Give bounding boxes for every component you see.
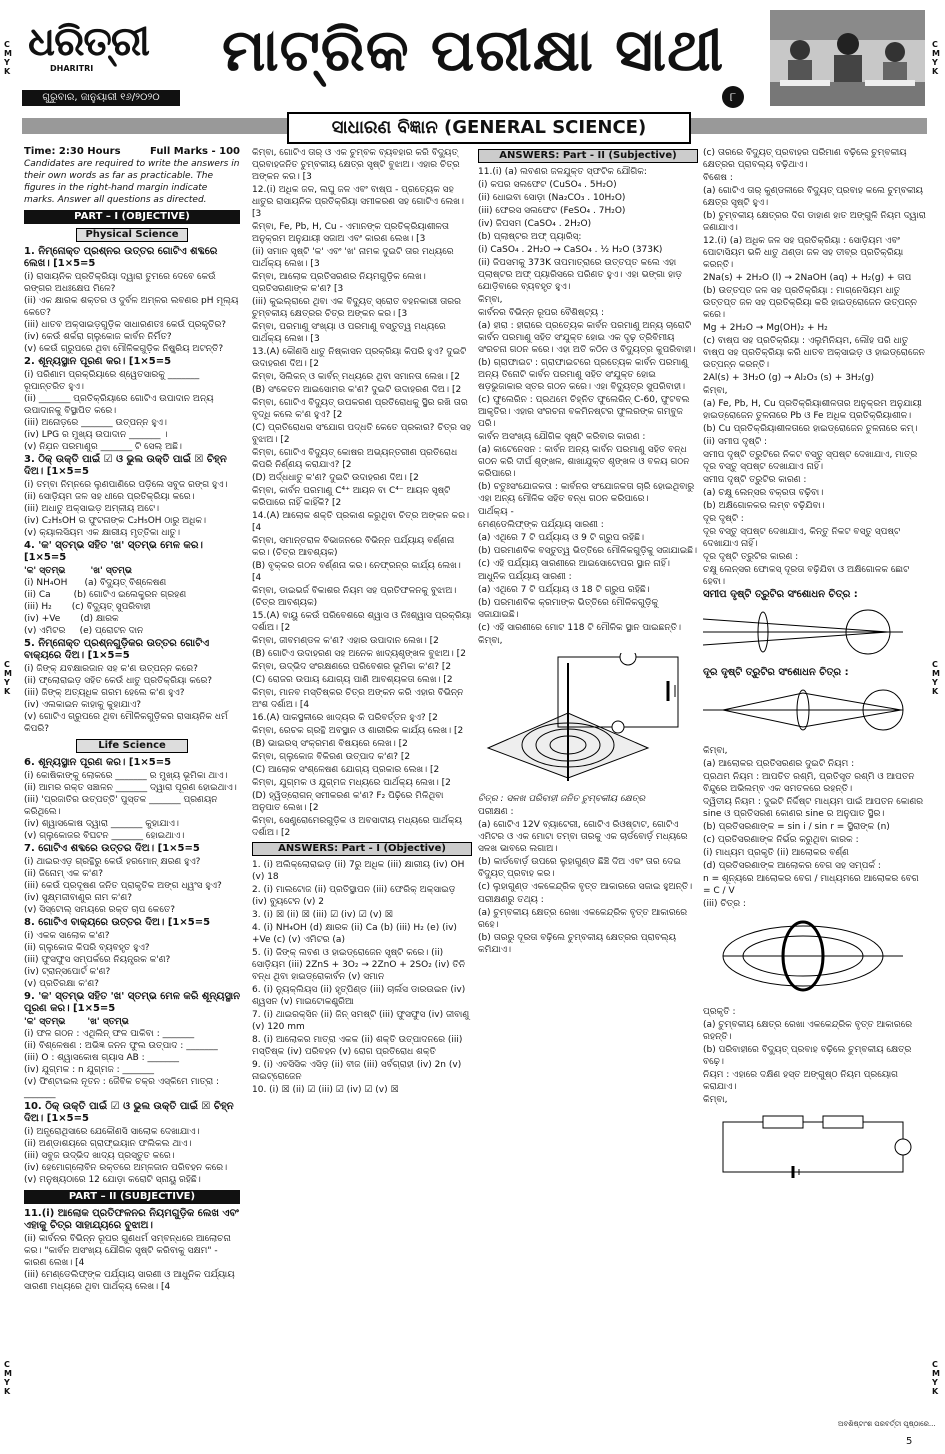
- question: କିମ୍ବା, ଗୋଟିଏ ବିଦ୍ୟୁତ୍ କୋଷର ଅଭ୍ୟନ୍ତରୀଣ ପ୍ରତିରୋଧ କିପରି ନିର୍ଣ୍ଣୟ କରାଯାଏ? [2: [252, 448, 458, 470]
- answer: ଦ୍ୱିତୀୟ ନିୟମ : ଦୁଇଟି ନିର୍ଦ୍ଦିଷ୍ଟ ମାଧ୍ୟମ ପାଇଁ ଆପତନ କୋଣର sine ଓ ପ୍ରତିସରଣ କୋଣର sine ର ଅନୁପାତ ସ୍ଥିର।: [703, 797, 924, 819]
- answer: 9. (i) ଏବସିସିକ ଏସିଡ଼ (ii) ବୀଜ (iii) ସର୍ବଗ୍ରାହୀ (iv) 2n (v) ନାଇଟ୍ରୋଜେନ: [252, 1060, 462, 1082]
- question: (B) ଭାଇରସ୍ ସଂକ୍ରମଣ ବିଷୟରେ ଲେଖ। [2: [252, 739, 408, 749]
- exam-meta: [24, 146, 240, 158]
- q8-item: (ii) ଗ୍ଲୁକୋଜ କିପରି ବ୍ୟବହୃତ ହୁଏ?: [24, 943, 150, 953]
- answer: n = ଶୂନ୍ୟରେ ଆଲୋକର ବେଗ / ମାଧ୍ୟମରେ ଆଲୋକର ବେଗ = C / V: [703, 874, 919, 896]
- question: କିମ୍ବା, ଡାଇଭର୍ଜ ବିକାଶର ନିୟମ ସହ ପ୍ରତିଫଳନକୁ ବୁଝାଅ। (ଚିତ୍ର ଆବଶ୍ୟକ): [252, 586, 457, 608]
- answer: ନିୟମ : ଏହାରେ ଦକ୍ଷିଣ ହସ୍ତ ଅଙ୍ଗୁଷ୍ଠ ନିୟମ ପ୍ରୟୋଗ କରାଯାଏ।: [703, 1070, 899, 1092]
- part1-heading: PART – I (OBJECTIVE): [24, 210, 240, 224]
- answer: (b) ପରିବାହୀରେ ବିଦ୍ୟୁତ୍ ପ୍ରବାହ ବଢ଼ିଲେ ଚୁମ୍ବକୀୟ କ୍ଷେତ୍ର ବଢ଼େ।: [703, 1045, 912, 1067]
- question: 14.(A) ଆଲୋକ ଶକ୍ତି ପ୍ରକାଶ କରୁଥିବା ଚିତ୍ର ଅଙ୍କନ କର। [4: [252, 511, 470, 533]
- match-row: (iii) O : ଶ୍ୱାସକୋଷ ଗ୍ୟାସ AB : _______: [24, 1053, 180, 1063]
- answer: (a) ଗୋଟିଏ 12V ବ୍ୟାଟେରୀ, ଗୋଟିଏ ରିଓଷ୍ଟାଟ, ଗୋଟିଏ ଏମିଟର ଓ ଏକ ମୋଟା ତମ୍ବା ତାରକୁ ଏକ ଚାର୍ଡବୋର୍ଡ଼ ମଧ୍ୟରେ ସଳଖ ଭାବରେ ଲଗାଅ।: [478, 820, 688, 854]
- question: କିମ୍ବା, Fe, Pb, H, Cu - ଏମାନଙ୍କ ପ୍ରତିକ୍ରିୟାଶୀଳତା ଅନୁକ୍ରମ ଅନୁଯାୟୀ ସଜାଅ ଏବଂ କାରଣ ଲେଖ। [3: [252, 222, 450, 244]
- answer: 10. (i) ☒ (ii) ☑ (iii) ☑ (iv) ☑ (v) ☒: [252, 1085, 399, 1095]
- question: 1. ନିମ୍ନୋକ୍ତ ପ୍ରଶ୍ନର ଉତ୍ତର ଗୋଟିଏ ଶବ୍ଦରେ ଲେଖ। [1×5=5: [24, 246, 218, 269]
- q6-item: (i) କୋଷିକାଙ୍କୁ ଲୋକରେ _______ ର ମୁଖ୍ୟ ଭୂମିକା ଥାଏ।: [24, 771, 228, 781]
- figure-caption: ଦୂର ଦୃଷ୍ଟି ତ୍ରୁଟିର ସଂଶୋଧନ ଚିତ୍ର :: [703, 667, 849, 678]
- question: କିମ୍ବା, ଗୋଟିଏ ବିଦ୍ୟୁତ୍ ଉପକରଣ ପ୍ରତିରୋଧକୁ ସ୍ଥିର ରଖି ତାର ବୃଦ୍ଧି କଲେ କ'ଣ ହୁଏ? [2: [252, 398, 468, 420]
- section-band: [22, 112, 927, 140]
- q3-item: (iv) C₂H₅OH ର ଫୁଟନାଙ୍କ C₂H₅OH ଠାରୁ ଅଧିକ।: [24, 516, 207, 526]
- answer: (c) ଏହି ସାରଣୀରେ ମୋଟ 118 ଟି ମୌଳିକ ସ୍ଥାନ ପାଇଛନ୍ତି।: [478, 623, 682, 633]
- question: କିମ୍ବା, ପରମାଣୁ ସଂଖ୍ୟା ଓ ପରମାଣୁ ବସ୍ତୁତ୍ୱ ମଧ୍ୟରେ ପାର୍ଥକ୍ୟ ଲେଖ। [3: [252, 322, 446, 344]
- answer: (a) ଗୋଟିଏ ତାର୍ କୁଣ୍ଡଳୀରେ ବିଦ୍ୟୁତ୍ ପ୍ରବାହ କଲେ ଚୁମ୍ବକୀୟ କ୍ଷେତ୍ର ସୃଷ୍ଟି ହୁଏ।: [703, 186, 923, 208]
- q2-item: (iv) LPG ର ମୁଖ୍ୟ ଉପାଦାନ _______ ।: [24, 430, 168, 440]
- q10-item: (iii) ସବୁଜ ଉଦ୍ଭିଦ ଖାଦ୍ୟ ପ୍ରସ୍ତୁତ କରେ।: [24, 1151, 175, 1161]
- question: କିମ୍ବା, ସିଲିକନ୍ ଓ କାର୍ବନ୍ ମଧ୍ୟରେ ଥିବା ସମାନତା ଲେଖ। [2: [252, 372, 460, 382]
- cmyk-mark: C M Y K: [4, 40, 12, 76]
- answer: 1. (i) ଅଲିକ୍ଲୋରାଇଡ଼ (ii) 7ରୁ ଅଧିକ (iii) କ୍ଷାରୀୟ (iv) OH (v) 18: [252, 860, 465, 882]
- q5-item: (iv) ଏଲକାଇନ କାହାକୁ କୁହାଯାଏ?: [24, 700, 142, 710]
- answer: ପରୀକ୍ଷଣ :: [478, 807, 514, 817]
- answer: (b) ପରମାଣବିକ କ୍ରମାଙ୍କ ଭିତ୍ତିରେ ମୌଳିକଗୁଡ଼ିକୁ ସଜାଯାଇଛି।: [478, 598, 659, 620]
- answer: (i) ମାଧ୍ୟମ ପ୍ରକୃତି (ii) ଆଲୋକର ବର୍ଣ୍ଣ: [703, 848, 849, 858]
- match-row: (i) ଫଳ ଗଠନ : ଏଥିଲିନ୍ ଫଳ ପାକିବା : _______: [24, 1029, 195, 1039]
- q3-item: (i) ତମ୍ବା ନିମ୍ନରେ ଲୁଣପାଣିରେ ପଡ଼ିଲେ ସବୁଜ ରଙ୍ଗ ହୁଏ।: [24, 480, 228, 490]
- q1-item: (iv) କେଉଁ ଶର୍କରା ଗ୍ଲୁକୋଜ କାର୍ବନ ନିର୍ମିତ?: [24, 332, 172, 342]
- match-row: (ii) ବିଶ୍ଳେଷଣ : ଅଭିଜ୍ଞ ଜନନ ଫୁଲ ଉତ୍ପାଦ : _______: [24, 1041, 218, 1051]
- answer: (a) ଚୁମ୍ବକୀୟ କ୍ଷେତ୍ର ରେଖା ଏକକେନ୍ଦ୍ରିକ ବୃତ୍ତ ଆକାରରେ ରହେ।: [478, 908, 688, 930]
- answer: 5. (i) ଜିଙ୍କ୍ ଲବଣ ଓ ହାଇଡ୍ରୋଜେନ ସୃଷ୍ଟି କରେ। (ii) ସୋଡ଼ିୟମ (iii) 2ZnS + 3O₂ → 2ZnO + 2SO₂ (iv) ତିନି ବନ୍ଧ ଥିବା ହାଇଡ୍ରୋକାର୍ବନ (v) ସମାନ: [252, 948, 466, 982]
- answer: ଦୂର ଦୃଷ୍ଟି :: [703, 514, 744, 524]
- q2-item: (i) ପରିଣାମ ପ୍ରକ୍ରିୟାରେ ଶ୍ୱେତସାରକୁ _______ ରୂପାନ୍ତରିତ ହୁଏ।: [24, 370, 200, 392]
- cmyk-mark: C M Y K: [932, 40, 940, 76]
- q6-item: (ii) ଆମର ରକ୍ତ ସଞ୍ଚାଳନ _______ ଦ୍ୱାରା ପୂରଣ ହୋଇଥାଏ।: [24, 783, 237, 793]
- answer: ସମୀପ ଦୃଷ୍ଟି ତ୍ରୁଟିରେ ନିକଟ ବସ୍ତୁ ସ୍ପଷ୍ଟ ଦେଖାଯାଏ, ମାତ୍ର ଦୂର ବସ୍ତୁ ସ୍ପଷ୍ଟ ଦେଖାଯାଏ ନାହିଁ।: [703, 450, 918, 472]
- question: କିମ୍ବା, ଜୀବମଣ୍ଡଳ କ'ଣ? ଏହାର ଉପାଦାନ ଲେଖ। [2: [252, 636, 439, 646]
- answer: (c) ଲୁହାଗୁଣ୍ଡ ଏକକେନ୍ଦ୍ରିକ ବୃତ୍ତ ଆକାରରେ ସଜାଇ ହୁଅନ୍ତି।: [478, 882, 693, 892]
- answer: (b) ତାରରୁ ଦୂରତା ବଢ଼ିଲେ ଚୁମ୍ବକୀୟ କ୍ଷେତ୍ରର ପ୍ରାବଲ୍ୟ କମିଯାଏ।: [478, 933, 677, 955]
- question: (C) ରୋଜର ଉପାୟ ଯୋଗ୍ୟ ପାଣି ଆବଶ୍ୟକତା ଲେଖ। [2: [252, 675, 453, 685]
- question: 10. ଠିକ୍ ଉକ୍ତି ପାଇଁ ☑ ଓ ଭୁଲ ଉକ୍ତି ପାଇଁ ☒ ଚିହ୍ନ ଦିଅ। [1×5=5: [24, 1101, 234, 1124]
- masthead: [22, 10, 927, 108]
- exam-marks: Full Marks - 100: [149, 146, 240, 157]
- match-row: (i) NH₄OH (a) ବିଦ୍ୟୁତ୍ ବିଶ୍ଳେଷଣ: [24, 578, 167, 588]
- answer: (ii) ଜିପସମକୁ 373K ତାପମାତ୍ରାରେ ଉତ୍ତପ୍ତ କଲେ ଏହା ପ୍ଲାଷ୍ଟର ଅଫ୍ ପ୍ୟାରିସରେ ପରିଣତ ହୁଏ। ଏହା ଭଙ୍ଗା ହାଡ଼ ଯୋଡ଼ିବାରେ ବ୍ୟବହୃତ ହୁଏ।: [478, 258, 682, 292]
- column-answers-part2: [478, 146, 698, 957]
- q10-item: (ii) ଅଣ୍ଡାଶୟରେ ଗ୍ରାଫ୍ଇୟାନ ଫଲିକଲ ଥାଏ।: [24, 1139, 192, 1149]
- q2-item: (ii) _______ ପ୍ରତିକ୍ରିୟାରେ ଗୋଟିଏ ଉପାଦାନ ଅନ୍ୟ ଉପାଦାନକୁ ବିସ୍ଥାପିତ କରେ।: [24, 394, 214, 416]
- q7-item: (v) ସିସ୍ଟୋଲ୍ ସମୟରେ ରକ୍ତ ଚାପ କେତେ?: [24, 905, 176, 915]
- section-title: ସାଧାରଣ ବିଜ୍ଞାନ (GENERAL SCIENCE): [287, 112, 691, 144]
- match-header: 'କ' ସ୍ତମ୍ଭ 'ଖ' ସ୍ତମ୍ଭ: [24, 1017, 129, 1027]
- question: କିମ୍ବା, ରେଚକ ଗ୍ରନ୍ଥି ଅବସ୍ଥାନ ଓ ଶାରୀରିକ କାର୍ଯ୍ୟ ଲେଖ। [2: [252, 726, 464, 736]
- q5-item: (iii) ଜିଙ୍କ୍ ଅତ୍ୟଧିକ ଗରମ ହେଲେ କ'ଣ ହୁଏ?: [24, 688, 185, 698]
- answer: 11.(i) (a) ଲବଣର ଜଳଯୁକ୍ତ ସ୍ଫଟିକ ଯୌଗିକ:: [478, 167, 647, 177]
- answer: ପରୀକ୍ଷଣରୁ ତଥ୍ୟ :: [478, 895, 544, 905]
- question: (C) ପ୍ରତିରୋଧର ସଂଯୋଗ ପଦ୍ଧତି କେତେ ପ୍ରକାର? ଚିତ୍ର ସହ ବୁଝାଅ। [2: [252, 423, 471, 445]
- answer: (b) ଗ୍ରାଫାଇଟ : ଗ୍ରାଫାଇଟରେ ପ୍ରତ୍ୟେକ କାର୍ବନ ପରମାଣୁ ଅନ୍ୟ ତିନୋଟି କାର୍ବନ ପରମାଣୁ ସହିତ ସଂଯୁକ୍ତ ହୋଇ ଷଡ଼ଭୁଜାକାର ସ୍ତର ଗଠନ କରେ। ଏହା ବିଦ୍ୟୁତ୍ର ସୁପରିବାହୀ।: [478, 358, 688, 392]
- question: କିମ୍ବା, ସମାନ୍ତରାଳ ବିଭାଜନରେ ବିଭିନ୍ନ ପର୍ଯ୍ୟାୟ ବର୍ଣ୍ଣନା କର। (ଚିତ୍ର ଆବଶ୍ୟକ): [252, 536, 455, 558]
- q6-item: (v) ଗ୍ଲୁକୋଜର ବିଘଟନ _______ ହୋଇଥାଏ।: [24, 831, 185, 841]
- answers-part2-heading: ANSWERS: Part - II (Subjective): [478, 149, 698, 163]
- answer: ଦୂର ବସ୍ତୁ ସ୍ପଷ୍ଟ ଦେଖାଯାଏ, କିନ୍ତୁ ନିକଟ ବସ୍ତୁ ସ୍ପଷ୍ଟ ଦେଖାଯାଏ ନାହିଁ।: [703, 527, 901, 549]
- q8-item: (iv) ଟ୍ରାନ୍ସପୋର୍ଟ କ'ଣ?: [24, 967, 111, 977]
- answer: Mg + 2H₂O → Mg(OH)₂ + H₂: [703, 323, 828, 333]
- figure-caption: ସମୀପ ଦୃଷ୍ଟି ତ୍ରୁଟିର ସଂଶୋଧନ ଚିତ୍ର :: [703, 589, 858, 600]
- question: (B) ବୃକ୍କର ଗଠନ ବର୍ଣ୍ଣନା କର। ନେଫ୍ରନ୍ର କାର୍ଯ୍ୟ ଲେଖ। [4: [252, 561, 461, 583]
- match-row: (ii) Ca (b) ଗୋଟିଏ ଇଲେକ୍ଟ୍ରନ ଗ୍ରହଣ: [24, 590, 187, 600]
- q10-item: (iv) ହେମୋଗ୍ଲୋବିନ ରକ୍ତରେ ଅମ୍ଳଜାନ ପରିବହନ କରେ।: [24, 1163, 228, 1173]
- answer: (iv) ଜିପସମ (CaSO₄ . 2H₂O): [478, 219, 592, 229]
- answer: (d) ପ୍ରତିସରଣାଙ୍କ ଆଲୋକର ବେଗ ସହ ସମ୍ପର୍କ :: [703, 861, 881, 871]
- logo-word: ଧରିତ୍ରୀ: [28, 18, 149, 65]
- solenoid-field-diagram: [703, 916, 927, 1000]
- question: 15.(A) ବାୟୁ କେଉଁ ପରିବେଶରେ ଶ୍ୱାସ ଓ ନିଃଶ୍ୱାସ ପ୍ରକ୍ରିୟା ଦର୍ଶାଅ। [2: [252, 611, 472, 633]
- answer: କିମ୍ବା,: [703, 746, 728, 756]
- answer: ମେଣ୍ଡେଲିଫ୍ଙ୍କ ପର୍ଯ୍ୟାୟ ସାରଣୀ :: [478, 520, 604, 530]
- question: (D) ଅର୍ଦ୍ଧଧାତୁ କ'ଣ? ଦୁଇଟି ଉଦାହରଣ ଦିଅ। [2: [252, 473, 419, 483]
- q1-item: (v) କେଉଁ ଗ୍ରୁପରେ ଥିବା ମୌଳିକଗୁଡ଼ିକ ନିଷ୍କ୍ରିୟ ଅଟନ୍ତି?: [24, 344, 224, 354]
- match-row: (iii) H₂ (c) ବିଦ୍ୟୁତ୍ ସୁପରିବାହୀ: [24, 602, 151, 612]
- answer: 4. (i) NH₄OH (d) କ୍ଷାରକ (ii) Ca (b) (iii) H₂ (e) (iv) +Ve (c) (v) ଏମିଟର (a): [252, 923, 457, 945]
- q7-item: (i) ଥାଇରଏଡ଼ ଗ୍ରନ୍ଥିରୁ କେଉଁ ହରମୋନ୍ କ୍ଷରଣ ହୁଏ?: [24, 857, 201, 867]
- answer: 12.(i) (a) ଅଧିକ ଜଳ ସହ ପ୍ରତିକ୍ରିୟା : ସୋଡ଼ିୟମ ଏବଂ ପୋଟାସିୟମ ଭଳି ଧାତୁ ଥଣ୍ଡା ଜଳ ସହ ତୀବ୍ର ପ୍ରତିକ୍ରିୟା କରନ୍ତି।: [703, 236, 904, 270]
- question: 4. 'କ' ସ୍ତମ୍ଭ ସହିତ 'ଖ' ସ୍ତମ୍ଭ ମେଳ କର। [1×5=5: [24, 540, 203, 563]
- question: କିମ୍ବା, ଗ୍ଲୁକୋଜ ବିକିରଣ ଉତ୍ପାଦ କ'ଣ? [2: [252, 752, 411, 762]
- question: (iii) କୁଇଲ୍ରାରେ ଥିବା ଏକ ବିଦ୍ୟୁତ୍ ସ୍ରୋତ ବହନକାରୀ ତାରର ଚୁମ୍ବକୀୟ କ୍ଷେତ୍ରର ଚିତ୍ର ଅଙ୍କନ କର। [3: [252, 297, 461, 319]
- answer: ପାର୍ଥକ୍ୟ -: [478, 507, 514, 517]
- figure-caption: ଚିତ୍ର : ସଳଖ ପରିବାହୀ ଜନିତ ଚୁମ୍ବକୀୟ କ୍ଷେତ୍ର: [478, 794, 646, 804]
- match-header: 'କ' ସ୍ତମ୍ଭ 'ଖ' ସ୍ତମ୍ଭ: [24, 566, 132, 576]
- answer: (c) ଏହି ପର୍ଯ୍ୟାୟ ସାରଣୀରେ ଆଇସୋଟୋପର ସ୍ଥାନ ନାହିଁ।: [478, 559, 670, 569]
- answer: (ii) ଧୋଇବା ସୋଡ଼ା (Na₂CO₃ . 10H₂O): [478, 193, 626, 203]
- answer: 2. (i) ମାଲଟୋଜ (ii) ପ୍ରତିସ୍ଥାପନ (iii) ଫେରିକ୍ ଅକ୍ସାଇଡ଼ (iv) ବ୍ୟୁଟେନ (v) 2: [252, 885, 456, 907]
- continued-note: ଅବଶିଷ୍ଟାଂଶ ପରବର୍ତ୍ତୀ ପୃଷ୍ଠାରେ...: [838, 1420, 936, 1428]
- answer: (b) କାର୍ଡବୋର୍ଡ଼ ଉପରେ ଲୁହାଗୁଣ୍ଡ ଛିଞ୍ଚି ଦିଅ ଏବଂ ତାର ଦେଇ ବିଦ୍ୟୁତ୍ ପ୍ରବାହ କର।: [478, 857, 681, 879]
- hypermetropia-correction-diagram: [703, 685, 927, 739]
- answer: (c) ତାରରେ ବିଦ୍ୟୁତ୍ ପ୍ରବାହର ପରିମାଣ ବଢ଼ିଲେ ଚୁମ୍ବକୀୟ କ୍ଷେତ୍ରର ପ୍ରାବଲ୍ୟ ବଢ଼ିଥାଏ।: [703, 148, 907, 170]
- q2-item: (v) ନିଯ଼ନ ପରମାଣୁର _______ ଟି ସେଲ୍ ଅଛି।: [24, 442, 182, 452]
- q10-item: (i) ଅନ୍ଧ୍ରୋଥିସାରେ ଯେକୌଣସି ସାଲୋକ ଦେଖାଯାଏ।: [24, 1127, 200, 1137]
- answer: କିମ୍ବା,: [478, 636, 503, 646]
- answers-part1-heading: ANSWERS: Part - I (Objective): [252, 842, 472, 856]
- question: କିମ୍ବା, ସେଣ୍ଟ୍ରୋମେରଗୁଡ଼ିକ ଓ ଅବସାଦୀୟ ମଧ୍ୟରେ ପାର୍ଥକ୍ୟ ଦର୍ଶାଅ। [2: [252, 816, 462, 838]
- answer: (i) CaSO₄ . 2H₂O → CaSO₄ . ½ H₂O (373K): [478, 245, 663, 255]
- question: 8. ଗୋଟିଏ ବାକ୍ୟରେ ଉତ୍ତର ଦିଅ। [1×5=5: [24, 917, 211, 928]
- q10-item: (v) ମନୁଷ୍ୟଠାରେ 12 ଯୋଡ଼ା କରୋଟି ସ୍ନାୟୁ ରହିଛି।: [24, 1175, 201, 1185]
- column-questions-part2: [252, 146, 472, 1097]
- q7-item: (iii) କେଉଁ ପ୍ରଦୂଷଣ ଜନିତ ପ୍ରାକୃତିକ ଅଙ୍ଗ ଧ୍ୱଂସ ହୁଏ?: [24, 881, 222, 891]
- answer: (b) ପ୍ଲାଷ୍ଟର ଅଫ୍ ପ୍ୟାରିସ୍:: [478, 232, 582, 242]
- question: (C) ଆଲୋକ ସଂଶ୍ଳେଷଣ ଯୋଗ୍ୟ ପ୍ରକାର ଲେଖ। [2: [252, 765, 440, 775]
- q3-item: (ii) ସୋଡ଼ିୟମ ଜଳ ସହ ଧୀରେ ପ୍ରତିକ୍ରିୟା କରେ।: [24, 492, 195, 502]
- question: 13.(A) କୌଣସି ଧାତୁ ନିଷ୍କାସନ ପ୍ରକ୍ରିୟା କିପରି ହୁଏ? ଦୁଇଟି ଉଦାହରଣ ଦିଅ। [2: [252, 347, 467, 369]
- question: 6. ଶୂନ୍ୟସ୍ଥାନ ପୂରଣ କର। [1×5=5: [24, 757, 172, 768]
- q8-item: (i) ଏକକ ସାଲୋକ କ'ଣ?: [24, 931, 110, 941]
- answer: (a) ଚୁମ୍ବକୀୟ କ୍ଷେତ୍ର ରେଖା ଏକକେନ୍ଦ୍ରିକ ବୃତ୍ତ ଆକାରରେ ରହନ୍ତି।: [703, 1020, 913, 1042]
- answer: (c) ଫୁଲେରିନ : ପ୍ରଥମେ ଚିହ୍ନିତ ଫୁଲେରିନ୍ C-60, ଫୁଟବଲ ଆକୃତିର। ଏହାର ସଂରଚନା ବକମିନଷ୍ଟର ଫୁଲରଙ୍କ ଗମ୍ବୁଜ ପରି।: [478, 395, 690, 429]
- q5-item: (i) ଜିଙ୍କ୍ ଯବକ୍ଷାରଜାନ ସହ କ'ଣ ଉତ୍ପନ୍ନ କରେ?: [24, 664, 198, 674]
- exam-hall-photo: [770, 10, 925, 106]
- question: 5. ନିମ୍ନୋକ୍ତ ପ୍ରଶ୍ନଗୁଡ଼ିକର ଉତ୍ତର ଗୋଟିଏ ବାକ୍ୟରେ ଦିଅ। [1×5=5: [24, 638, 210, 661]
- q1-item: (ii) ଏକ କ୍ଷାରକ ଶକ୍ତର ଓ ଦୁର୍ବଳ ଅମ୍ଳର ଲବଣର pH ମୂଲ୍ୟ କେତେ?: [24, 296, 239, 318]
- q7-item: (iv) ସୁକ୍ଷ୍ମଜୀବାଣୁର ନାମ କ'ଣ?: [24, 893, 132, 903]
- answer: 3. (i) ☒ (ii) ☒ (iii) ☑ (iv) ☑ (v) ☒: [252, 910, 393, 920]
- answer: (b) ଚୁମ୍ବକୀୟ କ୍ଷେତ୍ରର ଦିଗ ଡାହାଣ ହାତ ଅଙ୍ଗୁଳି ନିୟମ ଦ୍ୱାରା ଜଣାଯାଏ।: [703, 211, 926, 233]
- cmyk-mark: C M Y K: [4, 660, 12, 696]
- cmyk-mark: C M Y K: [4, 1360, 12, 1396]
- answer: (a) Fe, Pb, H, Cu ପ୍ରତିକ୍ରିୟାଶୀଳତାର ଅନୁକ୍ରମ ଅନୁଯାୟୀ ହାଇଡ୍ରୋଜେନ ତୁଳନାରେ Pb ଓ Fe ଅଧିକ ପ୍ରତିକ୍ରିୟାଶୀଳ।: [703, 399, 922, 421]
- answer: (i) କପର ସଲଫେଟ (CuSO₄ . 5H₂O): [478, 180, 617, 190]
- page-title: ମାଟ୍ରିକ ପରୀକ୍ଷା ସାଥୀ: [222, 16, 725, 84]
- answer: (b) ଅକ୍ଷିଗୋଳକର ଲମ୍ବ ବଢ଼ିଯିବା।: [703, 501, 825, 511]
- date-bar: ଗୁରୁବାର, ଜାନୁୟାରୀ ୧୬/୨୦୨୦: [22, 90, 180, 106]
- answer: (a) ଚକ୍ଷୁ ଲେନ୍ସର ବକ୍ରତା ବଢ଼ିବା।: [703, 488, 824, 498]
- question: 9. 'କ' ସ୍ତମ୍ଭ ସହିତ 'ଖ' ସ୍ତମ୍ଭ ମେଳ କରି ଶୂନ୍ୟସ୍ଥାନ ପୂରଣ କର। [1×5=5: [24, 991, 241, 1014]
- answer: ଚକ୍ଷୁ ଲେନ୍ସର ଫୋକସ୍ ଦୂରତା ବଢ଼ିଯିବା ଓ ଅକ୍ଷିଗୋଳକ ଛୋଟ ହେବା।: [703, 565, 910, 587]
- logo-sub: DHARITRI: [50, 64, 94, 73]
- match-row: (iv) +Ve (d) କ୍ଷାରକ: [24, 614, 119, 624]
- answer: (a) କାଟେନେସନ : କାର୍ବନ ଅନ୍ୟ କାର୍ବନ ପରମାଣୁ ସହିତ ବନ୍ଧ ଗଠନ କରି ଦୀର୍ଘ ଶୃଙ୍ଖଳ, ଶାଖାଯୁକ୍ତ ଶୃଙ୍ଖଳ ଓ ବଳୟ ଗଠନ କରିପାରେ।: [478, 445, 690, 479]
- answer: (a) ଆଲୋକର ପ୍ରତିସରଣର ଦୁଇଟି ନିୟମ :: [703, 759, 855, 769]
- answer: ଆଧୁନିକ ପର୍ଯ୍ୟାୟ ସାରଣୀ :: [478, 572, 572, 582]
- life-science-heading: Life Science: [76, 739, 188, 753]
- exam-time: Time: 2:30 Hours: [24, 146, 121, 157]
- match-row: (iv) ଯୁଗ୍ମକ : n ଯୁଗ୍ମଜ : _______: [24, 1065, 154, 1075]
- question: (D) ହ୍ୱିଡ୍ରୋଗନ୍ ସମୀକରଣ କ'ଣ? F₂ ପିଢ଼ିରେ ମିଳିଥିବା ଅନୁପାତ ଲେଖ। [2: [252, 791, 444, 813]
- question: 2. ଶୂନ୍ୟସ୍ଥାନ ପୂରଣ କର। [1×5=5: [24, 356, 172, 367]
- newspaper-logo: [22, 14, 180, 104]
- match-row: (v) ଏମିଟର (e) ପ୍ରୋଟନ ଦାନ: [24, 626, 144, 636]
- q3-item: (iii) ଅଧାତୁ ଅକ୍ସାଇଡ଼ ଅମ୍ଳୀୟ ଅଟେ।: [24, 504, 160, 514]
- match-row: (v) ଫିଣ୍ଟାଇଲ ନୂତନ : ଜୈବିକ ଚକ୍ର ଏସ୍କିମେ ମାତ୍ରା : _______: [24, 1077, 220, 1099]
- physical-science-heading: Physical Science: [76, 228, 188, 242]
- answer: 7. (i) ଥାଇରକ୍ସିନ (ii) ଜିନ୍ ସମଷ୍ଟି (iii) ଫୁସଫୁସ (iv) ଜୀବାଣୁ (v) 120 mm: [252, 1010, 470, 1032]
- answer: କାର୍ବନର ବିଭିନ୍ନ ରୂପର ବୈଶିଷ୍ଟ୍ୟ :: [478, 308, 604, 318]
- answer: କିମ୍ବା,: [703, 1095, 728, 1105]
- column-answers-continued: [703, 146, 927, 1192]
- answer: (a) ହୀରା : ହୀରାରେ ପ୍ରତ୍ୟେକ କାର୍ବନ ପରମାଣୁ ଅନ୍ୟ ଚାରୋଟି କାର୍ବନ ପରମାଣୁ ସହିତ ସଂଯୁକ୍ତ ହୋଇ ଏକ ଦୃଢ଼ ତ୍ରିବିମୀୟ ସଂରଚନା ଗଠନ କରେ। ଏହା ଅତି କଠିନ ଓ ବିଦ୍ୟୁତ୍ର କୁପରିବାହୀ।: [478, 321, 696, 355]
- question: କିମ୍ବା, କାର୍ବନ ପରମାଣୁ C⁴⁺ ଆୟନ ବା C⁴⁻ ଆୟନ ସୃଷ୍ଟି କରିପାରେ ନାହିଁ କାହିଁକି? [2: [252, 486, 451, 508]
- myopia-correction-diagram: [703, 607, 927, 661]
- answer: ବିଶେଷ :: [703, 173, 733, 183]
- answer: (a) ଏଥିରେ 7 ଟି ପର୍ଯ୍ୟାୟ ଓ 9 ଟି ଗ୍ରୁପ ରହିଛି।: [478, 533, 645, 543]
- question: 16.(A) ପାକସ୍ଥଳୀରେ ଖାଦ୍ୟର କି ପରିବର୍ତ୍ତନ ହୁଏ? [2: [252, 713, 438, 723]
- question: 11.(i) ଆଲୋକ ପ୍ରତିଫଳନର ନିୟମଗୁଡ଼ିକ ଲେଖ ଏବଂ ଏହାକୁ ଚିତ୍ର ସାହାଯ୍ୟରେ ବୁଝାଅ।: [24, 1208, 239, 1231]
- answer: (ii) ସମୀପ ଦୃଷ୍ଟି :: [703, 437, 768, 447]
- question: କିମ୍ବା, ଆଲୋକ ପ୍ରତିସରଣର ନିୟମଗୁଡ଼ିକ ଲେଖ। ପ୍ରତିସରଣାଙ୍କ କ'ଣ? [3: [252, 272, 426, 294]
- cmyk-mark: C M Y K: [932, 660, 940, 696]
- answer: (iii) ଚିତ୍ର :: [703, 899, 746, 909]
- q5-item: (v) ଗୋଟିଏ ଗ୍ରୁପରେ ଥିବା ମୌଳିକଗୁଡ଼ିକର ରାସାୟନିକ ଧର୍ମ କିପରି?: [24, 712, 228, 734]
- cmyk-mark: C M Y K: [932, 1360, 940, 1396]
- answer: (b) ଉତ୍ତପ୍ତ ଜଳ ସହ ପ୍ରତିକ୍ରିୟା : ମାଗ୍ନେସିୟମ ଧାତୁ ଉତ୍ତପ୍ତ ଜଳ ସହ ପ୍ରତିକ୍ରିୟା କରି ହାଇଡ୍ରୋଜେନ ଉତ୍ପନ୍ନ କରେ।: [703, 286, 917, 320]
- page-number: 5: [906, 1436, 913, 1447]
- answer: କାର୍ବନ ଅସଂଖ୍ୟ ଯୌଗିକ ସୃଷ୍ଟି କରିବାର କାରଣ :: [478, 432, 646, 442]
- answer: 2Al(s) + 3H₂O (g) → Al₂O₃ (s) + 3H₂(g): [703, 373, 875, 383]
- instructions: Candidates are required to write the answers in their own words as far as practicable. The figures in the right-hand margin indicate marks. Answer all questions as directed.: [24, 159, 240, 205]
- column-questions-part1: [24, 146, 240, 1293]
- answer: ସମୀପ ଦୃଷ୍ଟି ତ୍ରୁଟିର କାରଣ :: [703, 475, 807, 485]
- q6-item: (iv) ଶ୍ୱାସକୋଷ ଦ୍ୱାରା _______ କୁହାଯାଏ।: [24, 819, 179, 829]
- question: (ii) କାର୍ବନର ବିଭିନ୍ନ ରୂପର ଗୁଣଧର୍ମ ସମ୍ବନ୍ଧରେ ଆଲୋଚନା କର। "କାର୍ବନ ଅସଂଖ୍ୟ ଯୌଗିକ ସୃଷ୍ଟି କରିବାକୁ ସକ୍ଷମ" - କାରଣ ଲେଖ। [4: [24, 1234, 231, 1268]
- answer: କିମ୍ବା,: [703, 386, 728, 396]
- question: କିମ୍ବା, ଗୋଟିଏ ତାର୍ ଓ ଏକ ଚୁମ୍ବକ ବ୍ୟବହାର କରି ବିଦ୍ୟୁତ୍ ପ୍ରବାହଜନିତ ଚୁମ୍ବକୀୟ କ୍ଷେତ୍ର ସୃଷ୍ଟି ବୁଝାଅ। ଏହାର ଚିତ୍ର ଅଙ୍କନ କର। [3: [252, 148, 460, 182]
- question: 7. ଗୋଟିଏ ଶବ୍ଦରେ ଉତ୍ତର ଦିଅ। [1×5=5: [24, 843, 200, 854]
- answer: ଦୂର ଦୃଷ୍ଟି ତ୍ରୁଟିର କାରଣ :: [703, 552, 799, 562]
- q8-item: (v) ପ୍ରତିରକ୍ଷା କ'ଣ?: [24, 979, 99, 989]
- q5-item: (ii) ଫ୍ଲୋରାଇଡ଼ ସହିତ କେଉଁ ଧାତୁ ପ୍ରତିକ୍ରିୟା କରେ?: [24, 676, 213, 686]
- answer: (a) ଏଥିରେ 7 ଟି ପର୍ଯ୍ୟାୟ ଓ 18 ଟି ଗ୍ରୁପ ରହିଛି।: [478, 585, 650, 595]
- part2-heading: PART – II (SUBJECTIVE): [24, 1190, 240, 1204]
- question: (iii) ମେଣ୍ଡେଲିଫ୍ଙ୍କ ପର୍ଯ୍ୟାୟ ସାରଣୀ ଓ ଆଧୁନିକ ପର୍ଯ୍ୟାୟ ସାରଣୀ ମଧ୍ୟରେ ଥିବା ପାର୍ଥକ୍ୟ ଲେଖ। [4: [24, 1270, 235, 1292]
- question: (B) ସଂକେତନ ଆଇସୋମର କ'ଣ? ଦୁଇଟି ଉଦାହରଣ ଦିଅ। [2: [252, 385, 462, 395]
- q1-item: (iii) ଧାତବ ଅକ୍ସାଇଡ଼ଗୁଡ଼ିକ ସାଧାରଣତଃ କେଉଁ ପ୍ରକୃତିର?: [24, 320, 227, 330]
- question: (ii) ସମାନ ସୃଷ୍ଟି 'କ' ଏବଂ 'ଖ' ନାମକ ଦୁଇଟି ତାର ମଧ୍ୟରେ ପାର୍ଥକ୍ୟ ଲେଖ। [3: [252, 247, 454, 269]
- magnetic-field-diagram: [478, 653, 698, 787]
- question: 3. ଠିକ୍ ଉକ୍ତି ପାଇଁ ☑ ଓ ଭୁଲ ଉକ୍ତି ପାଇଁ ☒ ଚିହ୍ନ ଦିଅ। [1×5=5: [24, 454, 227, 477]
- answer: କିମ୍ବା,: [478, 295, 503, 305]
- answer: (b) ପରମାଣବିକ ବସ୍ତୁତ୍ୱ ଭିତ୍ତିରେ ମୌଳିକଗୁଡ଼ିକୁ ସଜାଯାଇଛି।: [478, 546, 697, 556]
- q7-item: (ii) ଜିନୋମ୍ ଏକ କ'ଣ?: [24, 869, 103, 879]
- page-badge: ୮: [722, 86, 744, 108]
- answer: 2Na(s) + 2H₂O (l) → 2NaOH (aq) + H₂(g) + ତାପ: [703, 273, 912, 283]
- q2-item: (iii) ଅନୋଡ଼ରେ _______ ଉତ୍ପନ୍ନ ହୁଏ।: [24, 418, 167, 428]
- question: କିମ୍ବା, ଯୁଗ୍ମକ ଓ ଯୁଗ୍ମଜ ମଧ୍ୟରେ ପାର୍ଥକ୍ୟ ଲେଖ। [2: [252, 778, 451, 788]
- circuit-diagram: [703, 1112, 927, 1186]
- answer: ପ୍ରଥମ ନିୟମ : ଆପତିତ ରଶ୍ମି, ପ୍ରତିସୃତ ରଶ୍ମି ଓ ଆପତନ ବିନ୍ଦୁରେ ଅଭିଲମ୍ବ ଏକ ସମତଳରେ ରହନ୍ତି।: [703, 772, 915, 794]
- question: କିମ୍ବା, ଉଦ୍ଭିଦ ସଂରକ୍ଷଣରେ ପରିବେଶର ଭୂମିକା କ'ଣ? [2: [252, 662, 452, 672]
- answer: 6. (i) ନ୍ୟୁକ୍ଲିୟସ (ii) ହୃତ୍ପିଣ୍ଡ (iii) ଚାର୍ଲସ ଡାରଉଇନ (iv) ଶ୍ୱସନ (v) ମାଇଟୋକଣ୍ଡ୍ରିଆ: [252, 985, 466, 1007]
- answer: 8. (i) ଆଲୋକର ମାତ୍ରା ଏକକ (ii) ଶକ୍ତି ଉତ୍ପାଦନରେ (iii) ମସ୍ତିଷ୍କ (iv) ପରିବହନ (v) ରୋଗ ପ୍ରତିରୋଧ ଶକ୍ତି: [252, 1035, 463, 1057]
- answer: (b) ପ୍ରତିସରଣାଙ୍କ = sin i / sin r = ସ୍ଥିରାଙ୍କ (n): [703, 822, 890, 832]
- q3-item: (v) କ୍ୟାଲସିୟମ ଏକ କ୍ଷାରୀୟ ମୃତ୍ତିକା ଧାତୁ।: [24, 528, 181, 538]
- question: (B) ଗୋଟିଏ ଉଦାହରଣ ସହ ଅନେକ ଖାଦ୍ୟଶୃଙ୍ଖଳ ବୁଝାଅ। [2: [252, 649, 466, 659]
- answer: (c) ପ୍ରତିସରଣାଙ୍କ ନିର୍ଭର କରୁଥିବା କାରକ :: [703, 835, 859, 845]
- answer: ପ୍ରକୃତି :: [703, 1007, 736, 1017]
- answer: (iii) ଫେରସ ସଲଫେଟ (FeSO₄ . 7H₂O): [478, 206, 626, 216]
- answer: (b) ଚତୁଃସଂଯୋଜକତା : କାର୍ବନର ସଂଯୋଜକତା ଚାରି ହୋଇଥିବାରୁ ଏହା ଅନ୍ୟ ମୌଳିକ ସହିତ ବନ୍ଧ ଗଠନ କରିପାରେ।: [478, 482, 695, 504]
- question: 12.(i) ଅଧିକ ଜଳ, ଲଘୁ ଜଳ ଏବଂ ବାଷ୍ପ - ପ୍ରତ୍ୟେକ ସହ ଧାତୁର ରାସାୟନିକ ପ୍ରତିକ୍ରିୟା ସମୀକରଣ ସହ ଗୋଟିଏ ଲେଖ। [3: [252, 185, 464, 219]
- answer: (b) Cu ପ୍ରତିକ୍ରିୟାଶୀଳତାରେ ହାଇଡ୍ରୋଜେନ ତୁଳନାରେ କମ୍।: [703, 424, 918, 434]
- answer: (c) ବାଷ୍ପ ସହ ପ୍ରତିକ୍ରିୟା : ଏଲୁମିନିୟମ, ଲୌହ ପରି ଧାତୁ ବାଷ୍ପ ସହ ପ୍ରତିକ୍ରିୟା କରି ଧାତବ ଅକ୍ସାଇଡ଼ ଓ ହାଇଡ୍ରୋଜେନ ଉତ୍ପନ୍ନ କରନ୍ତି।: [703, 336, 925, 370]
- q1-item: (i) ରାସାୟନିକ ପ୍ରତିକ୍ରିୟା ଦ୍ୱାରା ତୁମରେ ଦେବେ କେଉଁ ରଙ୍ଗର ଅଧଃକ୍ଷେପ ମିଳେ?: [24, 272, 216, 294]
- q8-item: (iii) ଫୁସଫୁସ ସମ୍ପର୍କରେ ନିୟନ୍ତ୍ରକ କ'ଣ?: [24, 955, 171, 965]
- question: କିମ୍ବା, ମାନବ ମସ୍ତିଷ୍କର ଚିତ୍ର ଅଙ୍କନ କରି ଏହାର ବିଭିନ୍ନ ଅଂଶ ଦର୍ଶାଅ। [4: [252, 688, 464, 710]
- q6-item: (iii) 'ପ୍ରଜାତିର ଉତ୍ପତ୍ତି' ପୁସ୍ତକ _______ ପ୍ରଣୟନ କରିଥିଲେ।: [24, 795, 218, 817]
